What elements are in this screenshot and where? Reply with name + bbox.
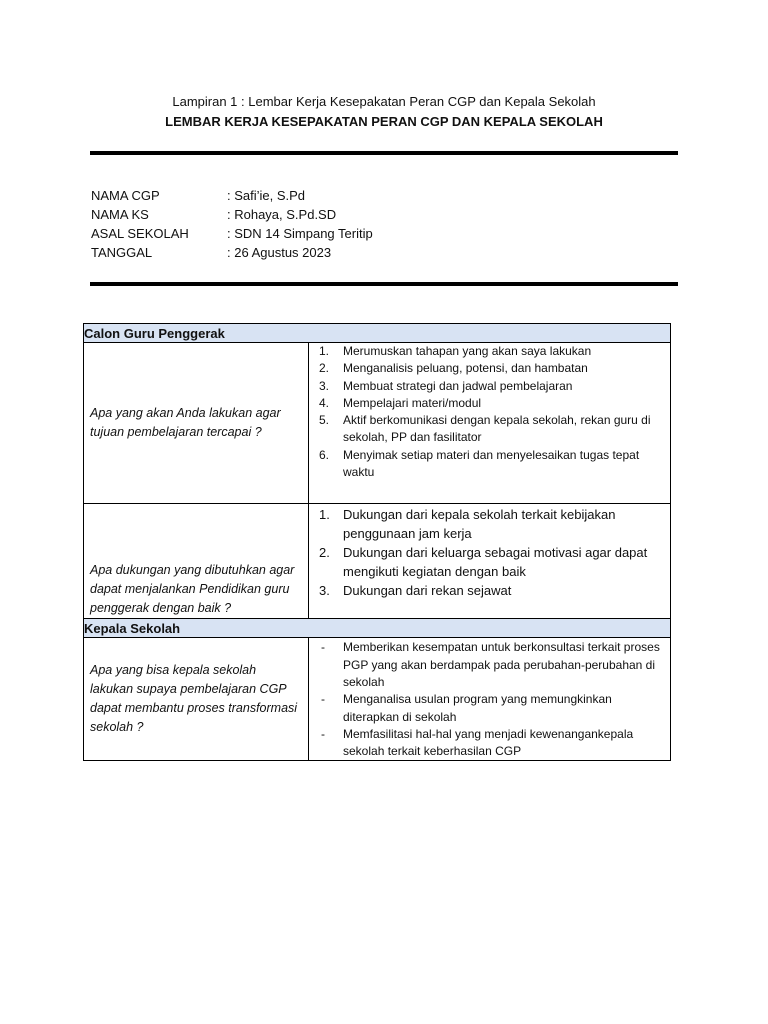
table-row (84, 343, 671, 504)
identity-block (91, 186, 373, 262)
info-value: : Safi’ie, S.Pd (227, 188, 306, 203)
answer-list (319, 639, 662, 760)
bottom-divider (90, 282, 678, 286)
list-item: 2. Dukungan dari keluarga sebagai motivasi agar dapat mengikuti kegiatan dengan baik (319, 545, 648, 580)
attachment-title: Lampiran 1 : Lembar Kerja Kesepakatan Peran CGP dan Kepala Sekolah (172, 94, 596, 109)
info-value: : 26 Agustus 2023 (227, 245, 332, 260)
table-row (84, 504, 671, 619)
top-divider (90, 151, 678, 155)
info-row-nama-ks (91, 205, 373, 224)
table-row (84, 638, 671, 761)
section-row-cgp (84, 324, 671, 343)
answer-cell (309, 504, 671, 619)
info-value: : Rohaya, S.Pd.SD (227, 207, 337, 222)
section-heading: Kepala Sekolah (84, 619, 671, 638)
list-item: 6. Menyimak setiap materi dan menyelesaikan tugas tepat waktu (319, 447, 640, 480)
list-item: 1. Merumuskan tahapan yang akan saya lakukan (319, 344, 592, 358)
list-item: - Memfasilitasi hal-hal yang menjadi kewenangankepala sekolah terkait keberhasilan CGP (321, 726, 634, 759)
info-label: NAMA KS (91, 207, 149, 222)
section-heading: Calon Guru Penggerak (84, 324, 671, 343)
question-cell: Apa yang akan Anda lakukan agar tujuan pembelajaran tercapai ? (84, 343, 309, 504)
answer-list (319, 505, 662, 600)
list-item: - Memberikan kesempatan untuk berkonsultasi terkait proses PGP yang akan berdampak pada perubahan-perubahan di sekolah (321, 640, 660, 689)
info-row-asal-sekolah (91, 224, 373, 243)
answer-list (319, 343, 662, 481)
list-item: 2. Menganalisis peluang, potensi, dan hambatan (319, 361, 588, 376)
list-item: 3. Dukungan dari rekan sejawat (319, 583, 512, 599)
list-item: 4. Mempelajari materi/modul (319, 395, 482, 410)
answer-cell (309, 638, 671, 761)
list-item: 3. Membuat strategi dan jadwal pembelajaran (319, 378, 573, 393)
list-item: 5. Aktif berkomunikasi dengan kepala sekolah, rekan guru di sekolah, PP dan fasilitator (319, 413, 651, 445)
list-item: - Menganalisa usulan program yang memungkinkan diterapkan di sekolah (321, 692, 612, 724)
question-cell: Apa yang bisa kepala sekolah lakukan supaya pembelajaran CGP dapat membantu proses transformasi sekolah ? (84, 638, 309, 761)
info-label: TANGGAL (91, 245, 153, 260)
question-cell: Apa dukungan yang dibutuhkan agar dapat menjalankan Pendidikan guru penggerak dengan baik ? (84, 504, 309, 619)
info-row-tanggal (91, 243, 373, 262)
info-row-nama-cgp (91, 186, 373, 205)
info-label: ASAL SEKOLAH (91, 226, 189, 241)
section-row-ks (84, 619, 671, 638)
info-value: : SDN 14 Simpang Teritip (227, 226, 373, 241)
agreement-table (83, 323, 671, 761)
answer-cell (309, 343, 671, 504)
list-item: 1. Dukungan dari kepala sekolah terkait kebijakan penggunaan jam kerja (319, 507, 616, 542)
worksheet-title: LEMBAR KERJA KESEPAKATAN PERAN CGP DAN KEPALA SEKOLAH (165, 114, 603, 129)
info-label: NAMA CGP (91, 188, 160, 203)
